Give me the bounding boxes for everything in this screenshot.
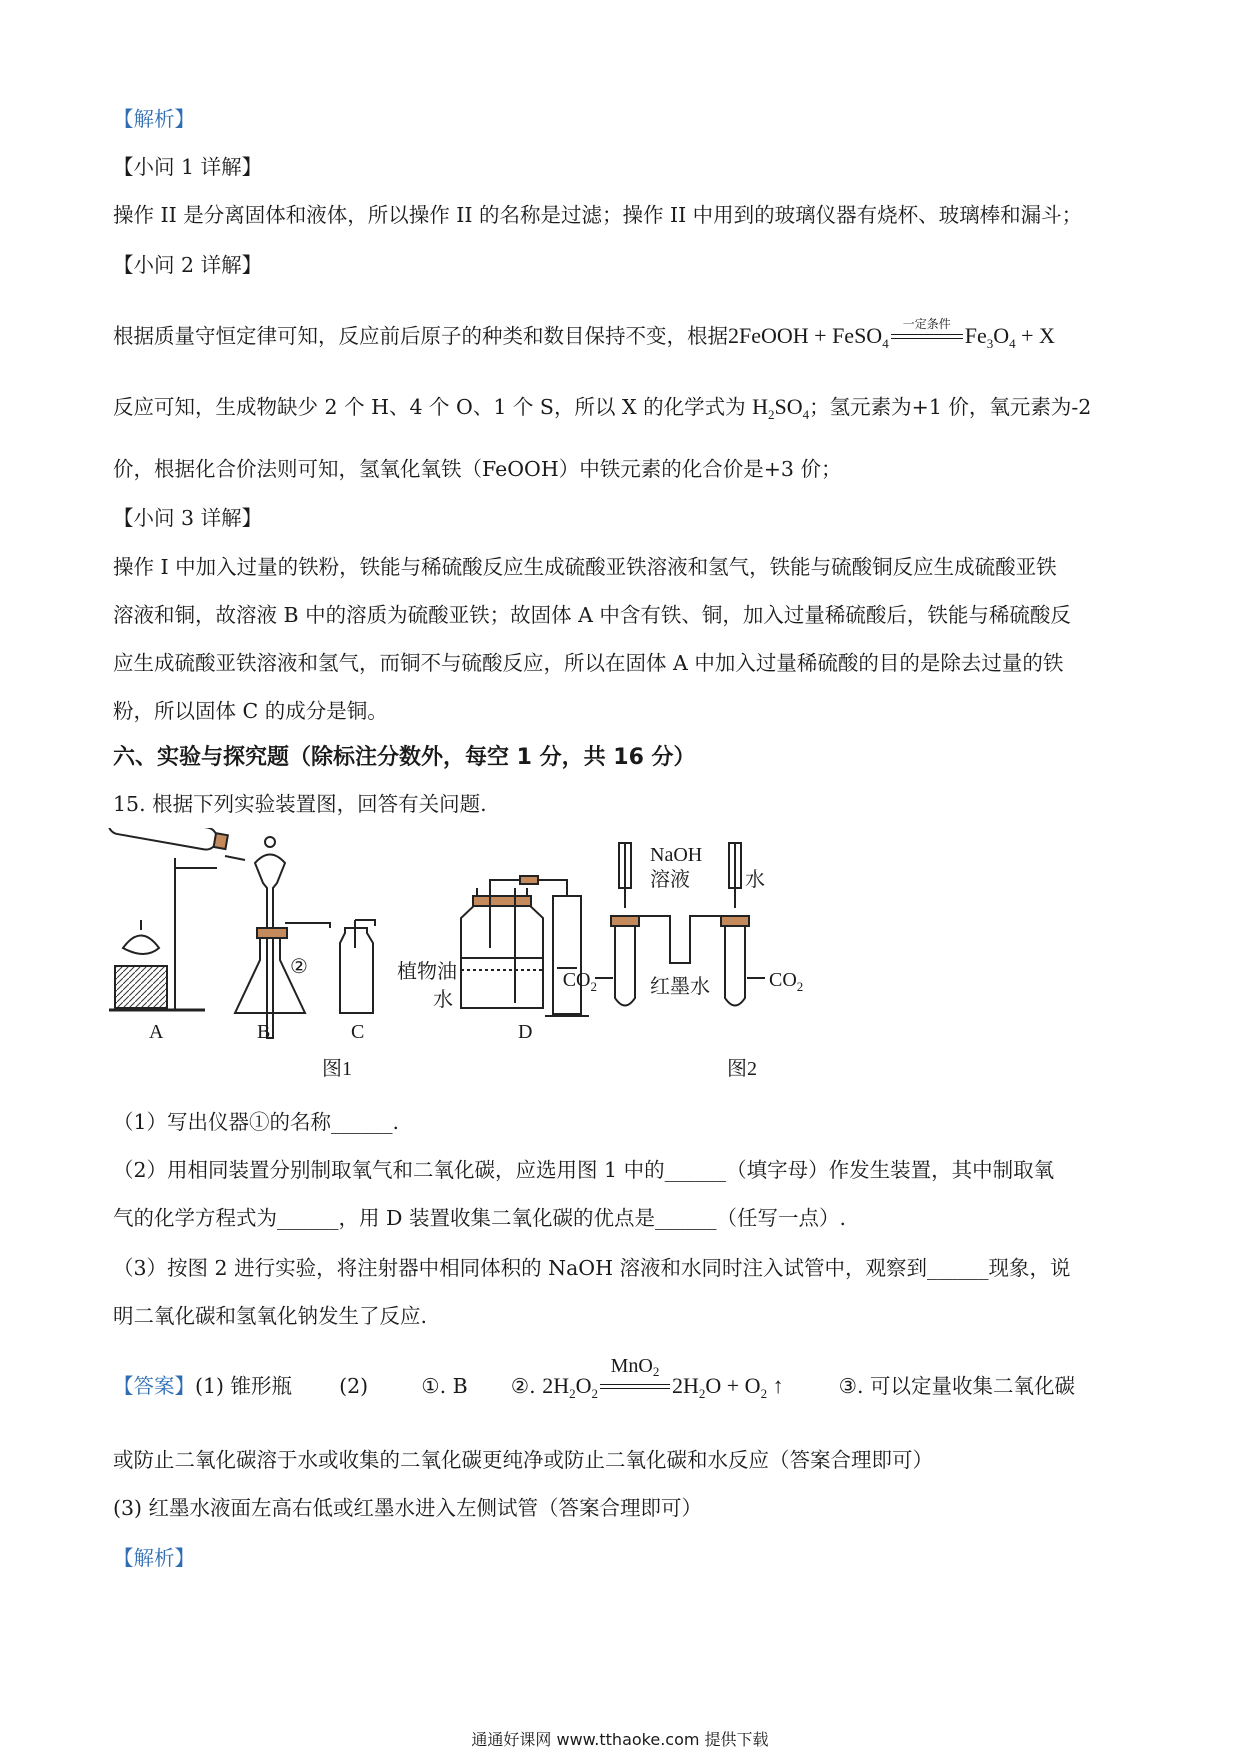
label-d: D — [518, 1021, 533, 1043]
answer-line2: 或防止二氧化碳溶于水或收集的二氧化碳更纯净或防止二氧化碳和水反应（答案合理即可） — [113, 1448, 933, 1472]
answer-2-3: ③. 可以定量收集二氧化碳 — [838, 1374, 1076, 1398]
q3-line2: 溶液和铜，故溶液 B 中的溶质为硫酸亚铁；故固体 A 中含有铁、铜，加入过量稀硫酸后，铁能与稀硫酸反 — [113, 603, 1071, 627]
label-water-fig2: 水 — [745, 869, 765, 891]
sub-question-2b: 气的化学方程式为______，用 D 装置收集二氧化碳的优点是______（任写一点）. — [113, 1206, 846, 1230]
eq-arrow — [891, 316, 963, 352]
sub-question-3b: 明二氧化碳和氢氧化钠发生了反应. — [113, 1304, 428, 1328]
q2-text-line3: 价，根据化合价法则可知，氢氧化氧铁（FeOOH）中铁元素的化合价是+3 价； — [113, 457, 842, 481]
q2-text-b4: ；氢元素为+1 价，氧元素为-2 — [809, 395, 1092, 419]
q1-text: 操作 II 是分离固体和液体，所以操作 II 的名称是过滤；操作 II 中用到的玻璃仪器有烧杯、玻璃棒和漏斗； — [113, 203, 1083, 227]
answer-2: (2) — [339, 1374, 369, 1398]
label-a: A — [149, 1021, 164, 1043]
answer-2-1: ①. B — [421, 1374, 468, 1398]
q2-text-b1: 反应可知，生成物缺少 2 个 H、4 个 O、1 个 S，所以 X 的化学式为 — [113, 395, 753, 419]
answer-line3: (3) 红墨水液面左高右低或红墨水进入左侧试管（答案合理即可） — [113, 1496, 703, 1520]
label-b: B — [257, 1021, 271, 1043]
sub-question-1: （1）写出仪器①的名称______. — [113, 1110, 400, 1134]
q1-heading: 【小问 1 详解】 — [113, 155, 263, 179]
q2-equation: 2FeOOH + FeSO$_4$ 一定条件 $Fe_3O_4 + X$ — [728, 323, 1055, 348]
section-heading: 六、实验与探究题（除标注分数外，每空 1 分，共 16 分） — [113, 745, 696, 770]
caption-fig2: 图2 — [727, 1058, 757, 1078]
q3-line4: 粉，所以固体 C 的成分是铜。 — [113, 699, 388, 723]
answer-tag: 【答案】 — [113, 1374, 195, 1398]
ans-eq-rhs: 2H — [672, 1373, 699, 1398]
q3-line3: 应生成硫酸亚铁溶液和氢气，而铜不与硫酸反应，所以在固体 A 中加入过量稀硫酸的目的是除去过量的铁 — [113, 651, 1064, 675]
h2so4-formula: $H_2SO_4$ — [752, 394, 810, 422]
q2-heading: 【小问 2 详解】 — [113, 253, 263, 277]
eq-lhs: 2FeOOH + FeSO — [728, 323, 883, 348]
h2so4-so: SO — [774, 394, 803, 419]
label-naoh: NaOH — [650, 844, 703, 866]
label-naoh-solution: 溶液 — [650, 869, 690, 891]
mno2-arrow — [600, 1354, 670, 1402]
label-co2-left: $CO_2$ — [562, 969, 597, 994]
answer-line1 — [113, 1354, 1076, 1408]
label-co2-right: $CO_2$ — [769, 969, 804, 994]
ans-eq-lhs2: O — [575, 1373, 592, 1398]
q2-text-a: 根据质量守恒定律可知，反应前后原子的种类和数目保持不变，根据 — [113, 324, 728, 348]
apparatus-c — [340, 920, 375, 1013]
label-oil: 植物油 — [397, 961, 457, 983]
q2-text-line1 — [113, 316, 1055, 358]
q3-heading: 【小问 3 详解】 — [113, 506, 263, 530]
q15-stem: 15. 根据下列实验装置图，回答有关问题. — [113, 792, 487, 816]
eq-condition: 一定条件 — [902, 316, 951, 331]
ans-eq-arrow-up: ↑ — [767, 1373, 784, 1398]
label-circle2: ② — [290, 956, 308, 978]
sub-question-3a: （3）按图 2 进行实验，将注射器中相同体积的 NaOH 溶液和水同时注入试管中，观察到______现象，说 — [113, 1256, 1071, 1280]
eq-rhs-fe: Fe — [964, 323, 987, 348]
label-red-ink: 红墨水 — [650, 976, 710, 998]
q3-line1: 操作 I 中加入过量的铁粉，铁能与稀硫酸反应生成硫酸亚铁溶液和氢气，铁能与硫酸铜反应生成硫酸亚铁 — [113, 555, 1057, 579]
eq-rhs-o: O — [993, 323, 1010, 348]
answer-1: (1) 锥形瓶 — [195, 1374, 293, 1398]
answer-2-2: ②. — [510, 1374, 536, 1398]
h2so4-h: H — [752, 394, 769, 419]
apparatus-a — [107, 828, 245, 1010]
label-water-d: 水 — [433, 989, 453, 1011]
caption-fig1: 图1 — [322, 1058, 352, 1078]
label-c: C — [351, 1021, 365, 1043]
apparatus-b — [235, 837, 330, 1038]
ans-eq-catalyst: MnO$_2$ — [610, 1354, 660, 1379]
answer-equation: $2H_2O_2$ MnO$_2$ $2H_2O + O_2$ ↑ — [542, 1373, 783, 1398]
ans-eq-rhs2: O + O — [705, 1373, 761, 1398]
sub-question-2a: （2）用相同装置分别制取氧气和二氧化碳，应选用图 1 中的______（填字母）作发生装置，其中制取氧 — [113, 1158, 1055, 1182]
q2-text-line2 — [113, 393, 1091, 429]
eq-rhs-x: + X — [1015, 323, 1055, 348]
ans-eq-lhs: 2H — [542, 1373, 570, 1398]
page-footer: 通通好课网 www.tthaoke.com 提供下载 — [471, 1730, 769, 1749]
apparatus-figure — [105, 828, 985, 1078]
analysis-heading: 【解析】 — [113, 107, 195, 131]
analysis-heading-2: 【解析】 — [113, 1546, 195, 1570]
apparatus-d — [461, 876, 589, 1016]
